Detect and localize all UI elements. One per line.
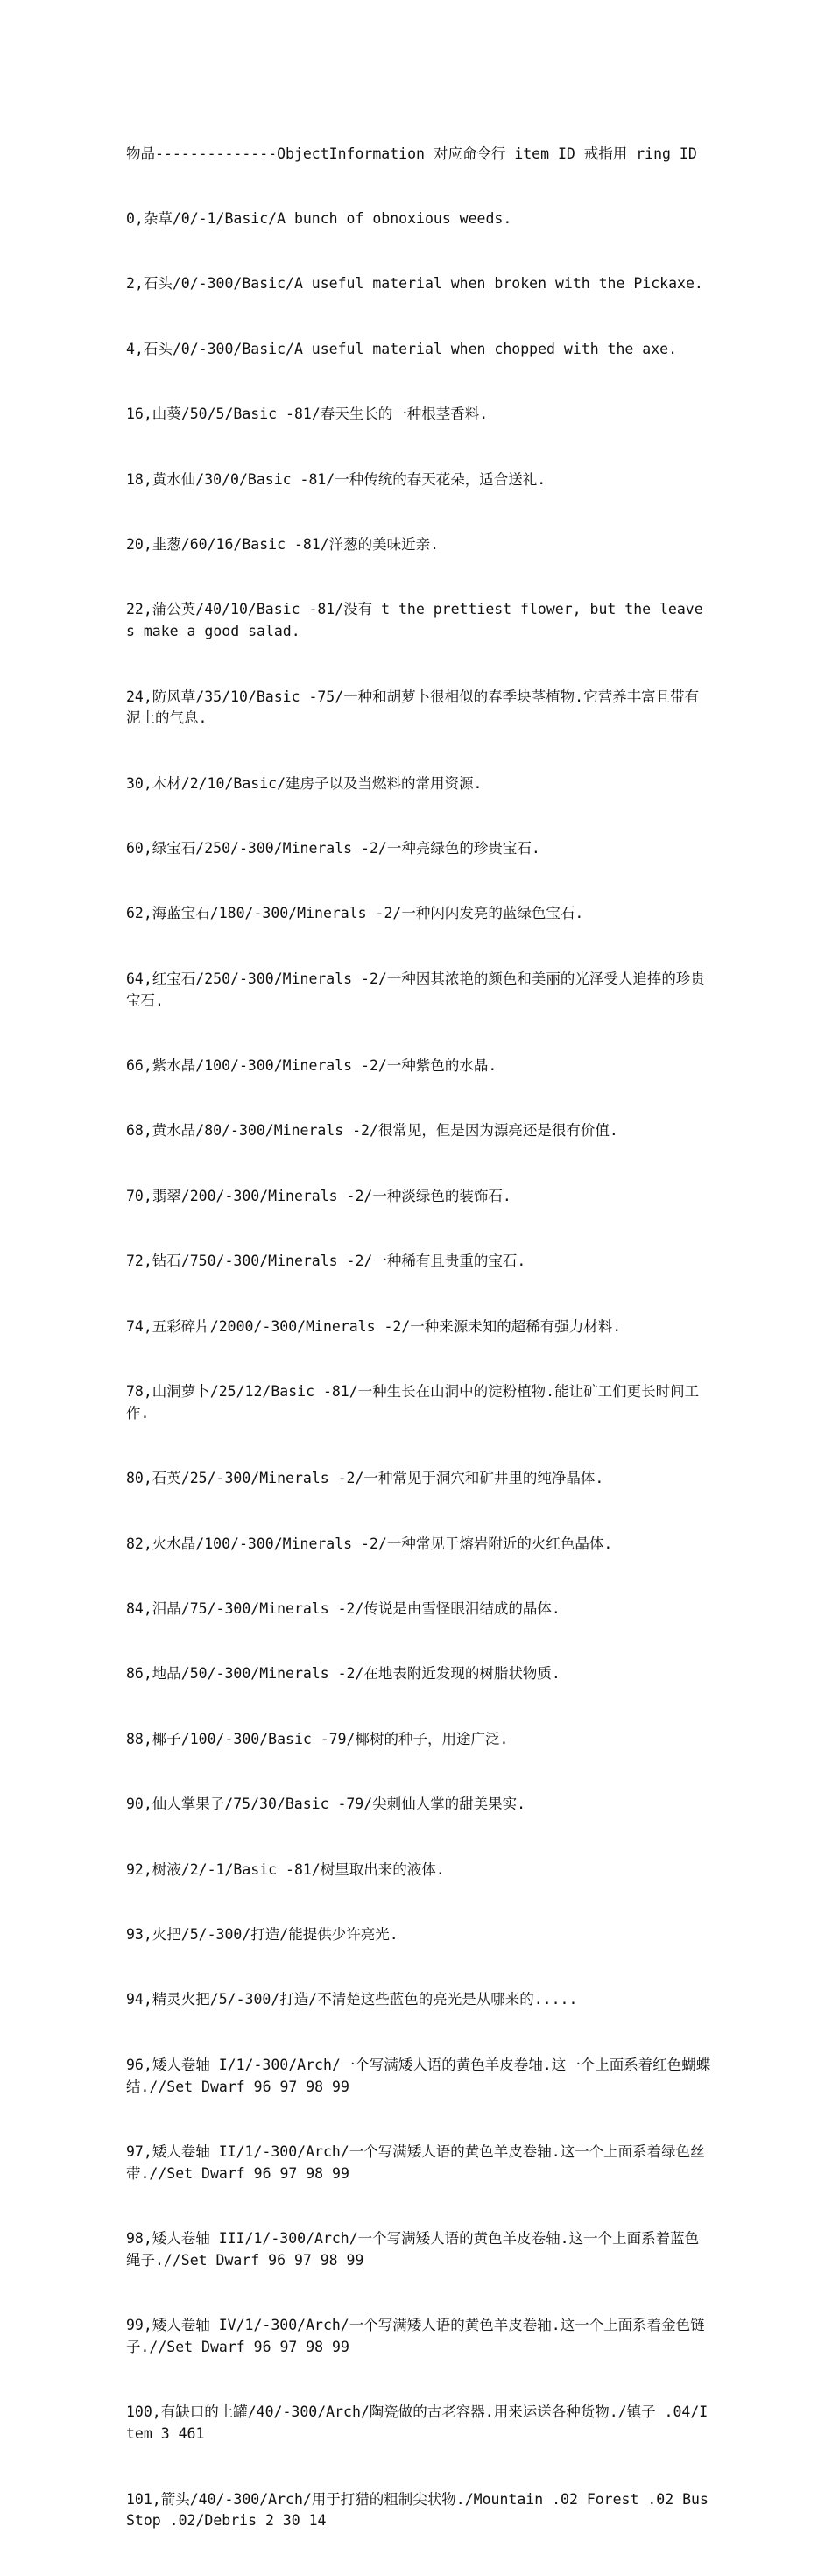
item-line: 30,木材/2/10/Basic/建房子以及当燃料的常用资源. <box>126 774 483 792</box>
item-line: 16,山葵/50/5/Basic -81/春天生长的一种根茎香料. <box>126 406 489 423</box>
item-line: 90,仙人掌果子/75/30/Basic -79/尖刺仙人掌的甜美果实. <box>126 1796 526 1813</box>
item-line: 22,蒲公英/40/10/Basic -81/没有 t the prettiest flower, but the leaves make a good salad. <box>126 601 703 640</box>
item-line: 2,石头/0/-300/Basic/A useful material when broken with the Pickaxe. <box>126 275 703 293</box>
item-line: 68,黄水晶/80/-300/Minerals -2/很常见，但是因为漂亮还是很有价值. <box>126 1122 618 1140</box>
item-line: 98,矮人卷轴 III/1/-300/Arch/一个写满矮人语的黄色羊皮卷轴.这一个上面系着蓝色绳子.//Set Dwarf 96 97 98 99 <box>126 2230 700 2269</box>
item-line: 20,韭葱/60/16/Basic -81/洋葱的美味近亲. <box>126 535 440 553</box>
item-line: 80,石英/25/-300/Minerals -2/一种常见于洞穴和矿井里的纯净晶体. <box>126 1470 604 1487</box>
item-line: 78,山洞萝卜/25/12/Basic -81/一种生长在山洞中的淀粉植物.能让矿工们更长时间工作. <box>126 1383 700 1422</box>
item-line: 4,石头/0/-300/Basic/A useful material when chopped with the axe. <box>126 340 678 357</box>
item-line: 93,火把/5/-300/打造/能提供少许亮光. <box>126 1925 398 1943</box>
item-line: 60,绿宝石/250/-300/Minerals -2/一种亮绿色的珍贵宝石. <box>126 840 540 857</box>
item-line: 64,红宝石/250/-300/Minerals -2/一种因其浓艳的颜色和美丽的光泽受人追捧的珍贵宝石. <box>126 970 705 1009</box>
item-line: 84,泪晶/75/-300/Minerals -2/传说是由雪怪眼泪结成的晶体. <box>126 1599 561 1617</box>
item-line: 101,箭头/40/-300/Arch/用于打猎的粗制尖状物./Mountain .02 Forest .02 BusStop .02/Debris 2 30 14 <box>126 2490 709 2530</box>
item-line: 86,地晶/50/-300/Minerals -2/在地表附近发现的树脂状物质. <box>126 1665 561 1683</box>
item-line: 18,黄水仙/30/0/Basic -81/一种传统的春天花朵，适合送礼. <box>126 470 546 488</box>
item-line: 72,钻石/750/-300/Minerals -2/一种稀有且贵重的宝石. <box>126 1253 526 1270</box>
item-line: 82,火水晶/100/-300/Minerals -2/一种常见于熔岩附近的火红色晶体. <box>126 1535 613 1552</box>
item-line: 92,树液/2/-1/Basic -81/树里取出来的液体. <box>126 1860 445 1878</box>
document-body <box>126 100 711 2576</box>
item-line: 96,矮人卷轴 I/1/-300/Arch/一个写满矮人语的黄色羊皮卷轴.这一个上面系着红色蝴蝶结.//Set Dwarf 96 97 98 99 <box>126 2056 711 2095</box>
document-heading: 物品--------------ObjectInformation 对应命令行 item ID 戒指用 ring ID <box>126 145 697 162</box>
item-line: 62,海蓝宝石/180/-300/Minerals -2/一种闪闪发亮的蓝绿色宝石. <box>126 905 584 922</box>
item-line: 74,五彩碎片/2000/-300/Minerals -2/一种来源未知的超稀有强力材料. <box>126 1317 622 1335</box>
item-line: 0,杂草/0/-1/Basic/A bunch of obnoxious weeds. <box>126 209 512 227</box>
item-line: 100,有缺口的土罐/40/-300/Arch/陶瓷做的古老容器.用来运送各种货物./镇子 .04/Item 3 461 <box>126 2403 709 2443</box>
item-line: 94,精灵火把/5/-300/打造/不清楚这些蓝色的亮光是从哪来的..... <box>126 1991 578 2008</box>
item-line: 97,矮人卷轴 II/1/-300/Arch/一个写满矮人语的黄色羊皮卷轴.这一个上面系着绿色丝带.//Set Dwarf 96 97 98 99 <box>126 2142 705 2182</box>
item-line: 88,椰子/100/-300/Basic -79/椰树的种子，用途广泛. <box>126 1730 509 1747</box>
item-line: 24,防风草/35/10/Basic -75/一种和胡萝卜很相似的春季块茎植物.它营养丰富且带有泥土的气息. <box>126 688 700 727</box>
item-line: 99,矮人卷轴 IV/1/-300/Arch/一个写满矮人语的黄色羊皮卷轴.这一个上面系着金色链子.//Set Dwarf 96 97 98 99 <box>126 2317 705 2356</box>
item-line: 66,紫水晶/100/-300/Minerals -2/一种紫色的水晶. <box>126 1057 497 1075</box>
item-line: 70,翡翠/200/-300/Minerals -2/一种淡绿色的装饰石. <box>126 1187 511 1204</box>
